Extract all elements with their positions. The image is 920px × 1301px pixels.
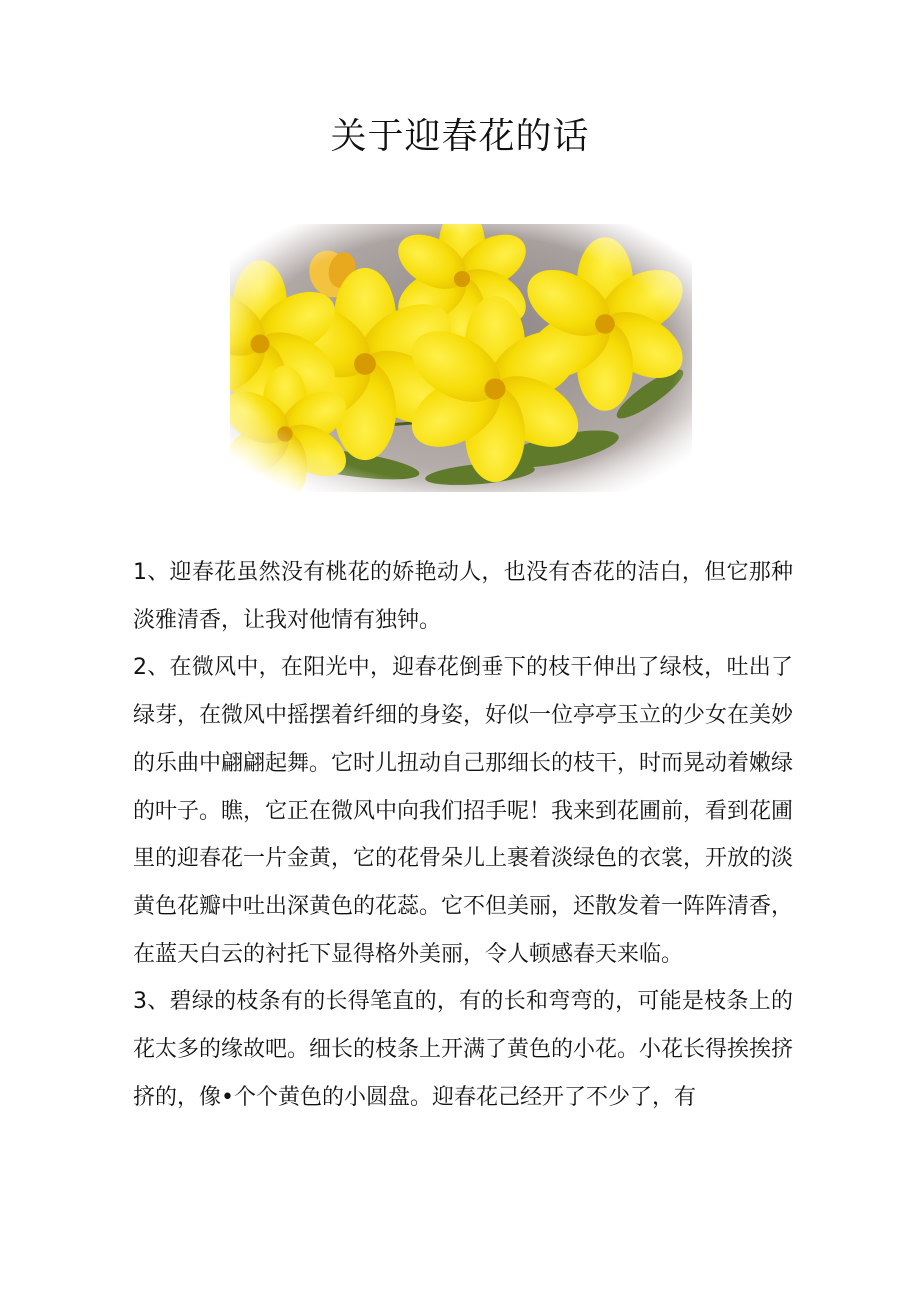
page-title: 关于迎春花的话 — [330, 116, 590, 157]
paragraph-1: 1、迎春花虽然没有桃花的娇艳动人，也没有杏花的洁白，但它那种淡雅清香，让我对他情有独钟。 — [133, 560, 793, 633]
flower-photo — [230, 224, 692, 492]
paragraph-2: 2、在微风中，在阳光中，迎春花倒垂下的枝干伸出了绿枝，吐出了绿芽，在微风中摇摆着纤细的身姿，好似一位亭亭玉立的少女在美妙的乐曲中翩翩起舞。它时儿扭动自己那细长的枝干，时而晃动着嫩绿的叶子。瞧，它正在微风中向我们招手呢！我来到花圃前，看到花圃里的迎春花一片金黄，它的花骨朵儿上裹着淡绿色的衣裳，开放的淡黄色花瓣中吐出深黄色的花蕊。它不但美丽，还散发着一阵阵清香，在蓝天白云的衬托下显得格外美丽，令人顿感春天来临。 — [133, 655, 794, 967]
paragraph-3: 3、碧绿的枝条有的长得笔直的，有的长和弯弯的，可能是枝条上的花太多的缘故吧。细长的枝条上开满了黄色的小花。小花长得挨挨挤挤的，像•个个黄色的小圆盘。迎春花己经开了不少了，有 — [133, 989, 794, 1110]
article-body — [133, 549, 793, 1121]
